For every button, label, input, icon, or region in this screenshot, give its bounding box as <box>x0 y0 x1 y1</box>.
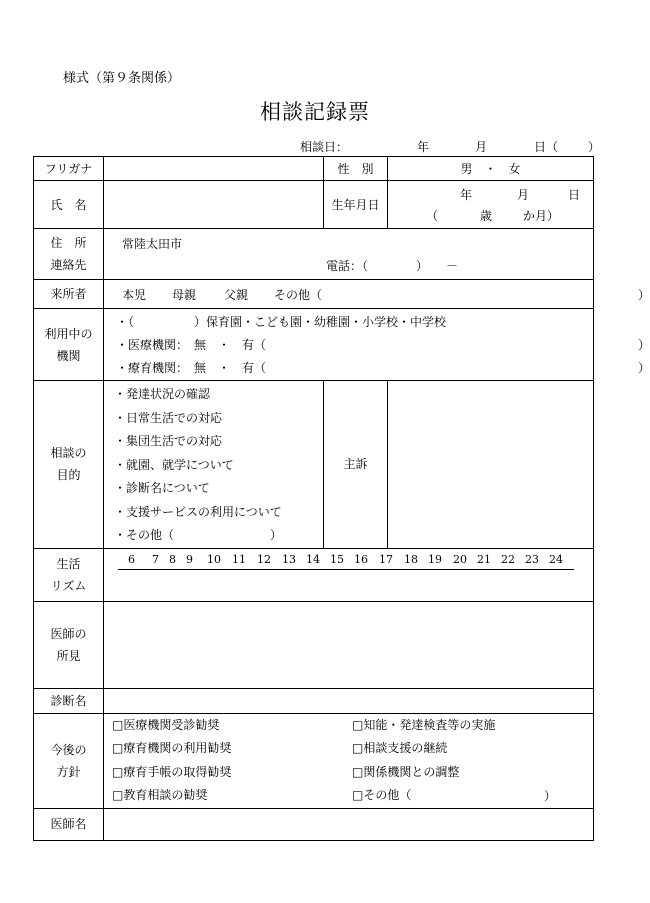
facility-school: ・（ ）保育園・こども園・幼稚園・小学校・中学校 <box>116 315 447 329</box>
hour-label: 8 <box>169 552 176 566</box>
name-field[interactable] <box>104 181 324 229</box>
age-years: 歳 <box>480 209 493 223</box>
diagnosis-field[interactable] <box>104 688 594 713</box>
hour-label: 14 <box>306 552 320 566</box>
consult-month: 月 <box>475 140 488 154</box>
age-open: （ <box>426 209 439 223</box>
doctor-name-label: 医師名 <box>34 808 104 840</box>
diagnosis-label: 診断名 <box>34 688 104 713</box>
birth-field[interactable] <box>388 181 594 229</box>
hour-label: 15 <box>330 552 344 566</box>
address-value: 常陸太田市 <box>122 237 183 251</box>
policy-left-column <box>112 714 231 808</box>
birth-label: 生年月日 <box>324 181 388 229</box>
address-contact-label <box>34 229 104 280</box>
address-field[interactable] <box>104 229 594 280</box>
purpose-label-line2: 目的 <box>56 468 81 483</box>
doctor-name-field[interactable] <box>104 808 594 840</box>
consult-day: 日（ <box>534 140 559 154</box>
rhythm-timeline <box>118 569 574 570</box>
hour-label: 7 <box>152 552 159 566</box>
birth-day: 日 <box>568 188 581 202</box>
hour-label: 18 <box>404 552 418 566</box>
furigana-label: フリガナ <box>34 157 104 181</box>
visitor-father[interactable]: 父親 <box>224 288 249 302</box>
policy-option[interactable]: □相談支援の継続 <box>352 741 448 755</box>
gender-options[interactable]: 男 ・ 女 <box>388 157 594 181</box>
policy-option[interactable]: □療育手帳の取得勧奨 <box>112 764 232 779</box>
purpose-item[interactable]: ・診断名について <box>114 481 210 495</box>
purpose-label <box>34 381 104 549</box>
policy-option[interactable]: □知能・発達検査等の実施 <box>352 717 496 732</box>
consultation-form <box>33 156 650 841</box>
policy-option[interactable]: □教育相談の勧奨 <box>112 788 208 802</box>
hour-label: 13 <box>282 552 296 566</box>
facility-label-line1: 利用中の <box>44 326 93 341</box>
doctor-opinion-field[interactable] <box>104 601 594 688</box>
hour-label: 6 <box>128 552 135 566</box>
gender-label: 性 別 <box>324 157 388 181</box>
policy-option[interactable]: □その他（ <box>352 788 412 802</box>
visitor-field[interactable] <box>104 280 650 309</box>
doctor-opinion-label <box>34 601 104 688</box>
furigana-field[interactable] <box>104 157 324 181</box>
visitor-label: 来所者 <box>34 280 104 309</box>
policy-right-column <box>352 714 495 808</box>
birth-month: 月 <box>517 188 530 202</box>
form-number: 様式（第９条関係） <box>63 71 181 86</box>
hour-label: 11 <box>232 552 246 566</box>
policy-field[interactable] <box>104 713 594 808</box>
birth-year: 年 <box>460 188 473 202</box>
policy-other-close: ） <box>544 788 557 803</box>
hour-label: 23 <box>525 552 539 566</box>
consult-date-close: ） <box>588 140 601 154</box>
hour-label: 22 <box>501 552 515 566</box>
facility-field[interactable] <box>104 309 650 381</box>
rhythm-field[interactable] <box>104 548 594 601</box>
hour-label: 9 <box>186 552 193 566</box>
contact-label: 連絡先 <box>50 258 87 272</box>
address-label: 住 所 <box>50 236 87 250</box>
phone-field: 電話：（ ） － <box>326 259 459 273</box>
age-months: か月） <box>523 209 560 223</box>
policy-label-line2: 方針 <box>56 764 81 779</box>
doctor-opinion-line2: 所見 <box>56 648 81 663</box>
facility-therapy: ・療育機関： 無 ・ 有（ <box>116 361 267 375</box>
hour-label: 24 <box>549 552 563 566</box>
policy-option[interactable]: □療育機関の利用勧奨 <box>112 741 232 755</box>
consult-date-label: 相談日： <box>300 140 349 154</box>
page-title: 相談記録票 <box>260 100 370 124</box>
policy-label <box>34 713 104 808</box>
purpose-label-line1: 相談の <box>50 446 87 461</box>
complaint-field[interactable] <box>388 381 594 549</box>
visitor-mother[interactable]: 母親 <box>172 288 197 302</box>
rhythm-label-line2: リズム <box>50 578 87 593</box>
purpose-item[interactable]: ・発達状況の確認 <box>114 387 211 401</box>
visitor-other[interactable]: その他（ <box>274 288 323 302</box>
visitor-child[interactable]: 本児 <box>122 288 147 302</box>
complaint-label: 主訴 <box>324 381 388 549</box>
purpose-list[interactable] <box>104 381 324 549</box>
hour-label: 20 <box>453 552 467 566</box>
hour-label: 17 <box>379 552 393 566</box>
purpose-item[interactable]: ・その他（ ） <box>114 528 283 542</box>
policy-option[interactable]: □関係機関との調整 <box>352 764 460 779</box>
hour-label: 19 <box>428 552 442 566</box>
purpose-item[interactable]: ・集団生活での対応 <box>114 434 223 448</box>
purpose-item[interactable]: ・就園、就学について <box>114 457 234 472</box>
facility-therapy-close: ） <box>638 361 650 375</box>
hour-label: 10 <box>207 552 221 566</box>
rhythm-label <box>34 548 104 601</box>
visitor-close: ） <box>638 288 650 302</box>
facility-medical-close: ） <box>638 338 650 352</box>
policy-option[interactable]: □医療機関受診勧奨 <box>112 717 220 732</box>
name-label: 氏 名 <box>34 181 104 229</box>
hour-label: 21 <box>477 552 491 566</box>
facility-label-line2: 機関 <box>56 348 81 363</box>
doctor-opinion-line1: 医師の <box>50 626 87 641</box>
facility-label <box>34 309 104 381</box>
hour-label: 12 <box>257 552 271 566</box>
purpose-item[interactable]: ・日常生活での対応 <box>114 410 223 425</box>
facility-medical: ・医療機関： 無 ・ 有（ <box>116 338 267 352</box>
purpose-item[interactable]: ・支援サービスの利用について <box>114 504 282 519</box>
hour-scale <box>128 553 569 566</box>
consult-year: 年 <box>417 140 430 154</box>
rhythm-label-line1: 生活 <box>56 556 81 571</box>
hour-label: 16 <box>354 552 368 566</box>
policy-label-line1: 今後の <box>50 742 87 757</box>
